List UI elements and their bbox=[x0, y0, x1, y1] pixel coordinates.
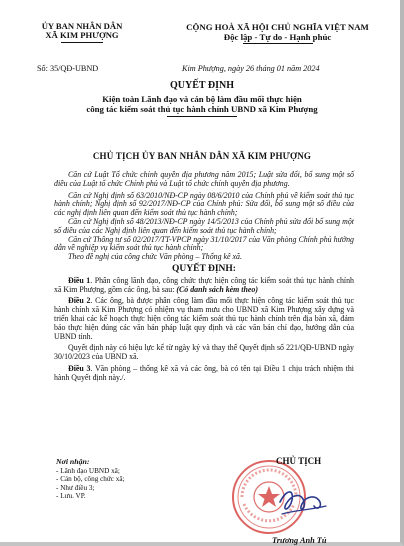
agency-line-2: XÃ KIM PHƯỢNG bbox=[45, 30, 119, 40]
handwritten-signature bbox=[272, 472, 332, 528]
preamble-paragraph: Căn cứ Thông tư số 02/2017/TT-VPCP ngày 31/10/2017 của Văn phòng Chính phủ hướng dẫn về nghiệp vụ kiểm soát thủ tục hành chính; bbox=[54, 234, 354, 253]
preamble-paragraph: Theo đề nghị của công chức Văn phòng – Thống kê xã. bbox=[68, 252, 242, 262]
document-type: QUYẾT ĐỊNH bbox=[170, 80, 234, 91]
recipients-heading: Nơi nhận: bbox=[56, 457, 90, 466]
document-number: Số: 35/QĐ-UBND bbox=[37, 64, 99, 73]
decision-heading: QUYẾT ĐỊNH: bbox=[172, 263, 236, 274]
subject-line-2: công tác kiểm soát thủ tục hành chính UBND xã Kim Phượng bbox=[86, 104, 318, 114]
recipient-item: - Lãnh đạo UBND xã; bbox=[56, 466, 120, 475]
signer-name: Trương Anh Tú bbox=[272, 536, 327, 545]
document-subject bbox=[0, 94, 404, 117]
article-2-label: Điều 2 bbox=[68, 296, 91, 306]
article-1-label: Điều 1 bbox=[68, 275, 91, 285]
article-3-text: . Văn phòng – thống kê xã và các ông, bà có tên tại Điều 1 chịu trách nhiệm thi hành Quyết định này./. bbox=[54, 363, 354, 382]
issue-date: Kim Phượng, ngày 26 tháng 01 năm 2024 bbox=[182, 64, 320, 73]
motto-underline bbox=[243, 43, 313, 44]
issuing-authority: CHỦ TỊCH ỦY BAN NHÂN DÂN XÃ KIM PHƯỢNG bbox=[92, 151, 312, 161]
issuing-agency bbox=[22, 22, 142, 43]
subject-underline bbox=[167, 116, 237, 117]
agency-line-1: ỦY BAN NHÂN DÂN bbox=[41, 21, 123, 31]
article-3-label: Điều 3 bbox=[68, 363, 91, 373]
preamble-paragraph: Căn cứ Nghị định số 63/2010/NĐ-CP ngày 08/6/2010 của Chính phủ về kiểm soát thủ tục hành chính; Nghị định số 92/2017/NĐ-CP của Chính phủ: Sửa đổi, bổ sung một số điều của các nghị định liên quan đến kiểm soát thủ tục hành chính; bbox=[54, 190, 354, 218]
nation-line-2: Độc lập - Tự do - Hạnh phúc bbox=[223, 32, 332, 42]
article-2 bbox=[54, 297, 354, 341]
recipient-item: - Như điều 3; bbox=[56, 483, 95, 492]
national-motto bbox=[175, 22, 380, 44]
preamble-paragraph: Căn cứ Nghị định số 48/2013/NĐ-CP ngày 14/5/2013 của Chính phủ sửa đổi bổ sung một số điều của các Nghị định liên quan đến kiểm soát thủ tục hành chính; bbox=[54, 216, 354, 235]
preamble-paragraph: Căn cứ Luật Tổ chức chính quyền địa phương năm 2015; Luật sửa đổi, bổ sung một số điều của Luật tổ chức Chính phủ và Luật tổ chức chính quyền địa phương. bbox=[54, 170, 354, 188]
article-1-note: (Có danh sách kèm theo) bbox=[176, 284, 258, 294]
subject-line-1: Kiện toàn Lãnh đạo và cán bộ làm đầu mối thực hiện bbox=[102, 94, 302, 104]
recipient-item: - Cán bộ, công chức xã; bbox=[56, 475, 125, 484]
effect-clause: Quyết định này có hiệu lực kể từ ngày ký và thay thế Quyết định số 221/QĐ-UBND ngày 30/10/2023 của UBND xã. bbox=[54, 343, 354, 362]
recipients-block bbox=[56, 458, 125, 501]
article-1-text: . Phân công lãnh đạo, công chức thực hiện công tác kiểm soát thủ tục hành chính xã Kim Phượng, gồm các ông, bà sau: bbox=[54, 275, 354, 294]
article-2-text: . Các ông, bà được phân công làm đầu mối thực hiện công tác kiểm soát thủ tục hành chính xã Kim Phượng có nhiệm vụ tham mưu cho UBND xã Kim Phượng xây dựng và triển khai các kế hoạch thực hiện công tác kiểm soát thủ tục hành chính trên địa bàn xã, đảm bảo thực hiện đúng các văn bản pháp luật quy định và các văn bản chỉ đạo, hướng dẫn của UBND tỉnh. bbox=[54, 296, 354, 341]
agency-underline bbox=[61, 42, 103, 43]
document-body bbox=[54, 171, 354, 383]
article-3 bbox=[54, 365, 354, 383]
nation-line-1: CỘNG HOÀ XÃ HỘI CHỦ NGHĨA VIỆT NAM bbox=[186, 22, 369, 32]
recipient-item: - Lưu. VP. bbox=[56, 492, 86, 501]
article-1 bbox=[54, 277, 354, 295]
signer-title: CHỦ TỊCH bbox=[276, 456, 322, 466]
